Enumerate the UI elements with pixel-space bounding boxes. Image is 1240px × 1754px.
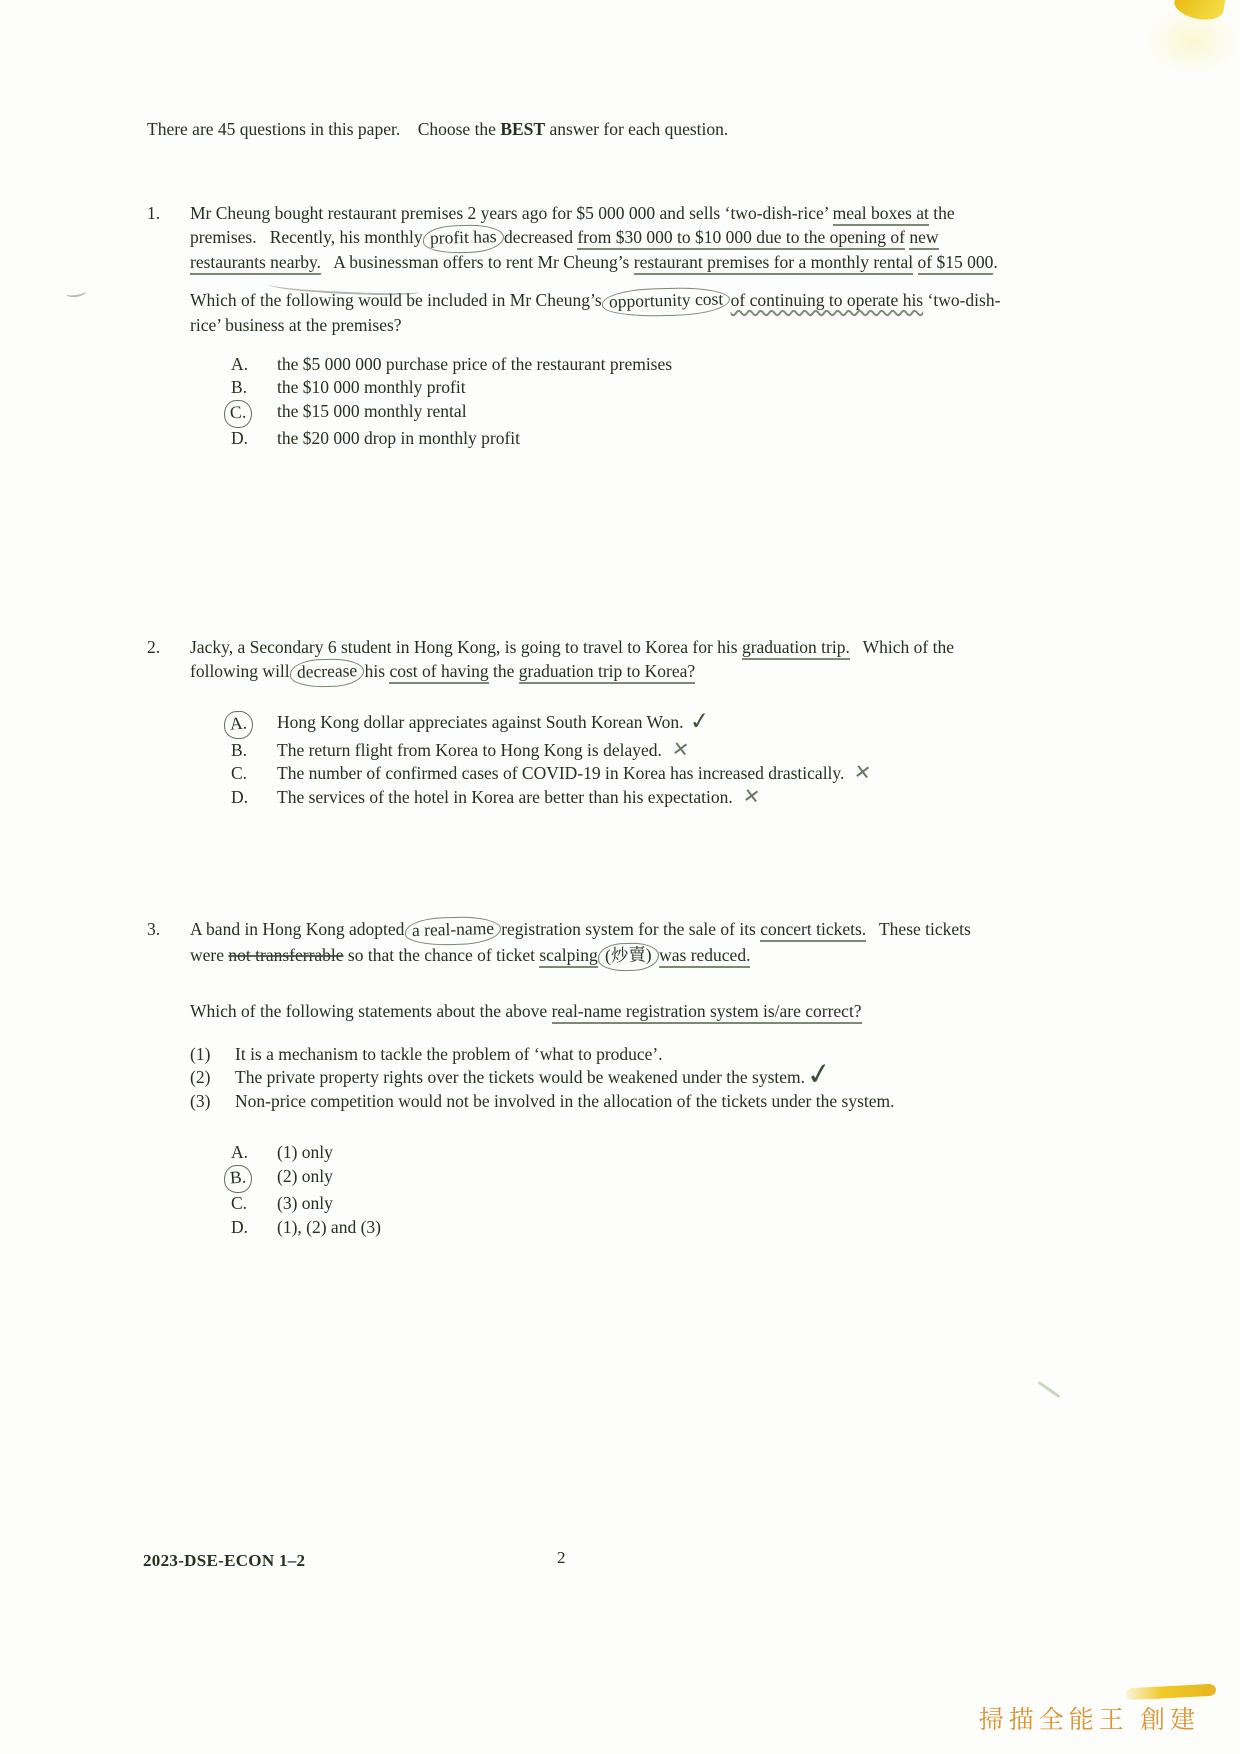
instruction-text: There are 45 questions in this paper. Choose the (147, 119, 501, 139)
stem-segment: registration system for the sale of its (496, 919, 761, 939)
option-text: Hong Kong dollar appreciates against South Korean Won. (277, 712, 684, 732)
option-letter: B. (231, 739, 248, 760)
pencil-underline: of $15 000 (918, 252, 994, 275)
answer-circle: C. (223, 399, 253, 428)
option-letter: A. (231, 353, 249, 374)
prompt-segment: ‘two-dish-rice’ business at the premises? (190, 289, 1001, 335)
option-text: (3) only (277, 1193, 333, 1213)
check-mark-icon: ✓ (687, 706, 711, 736)
option-row-b (190, 1165, 1002, 1193)
prompt-segment: Which of the following statements about the above (190, 1001, 552, 1021)
pencil-underline: was reduced. (659, 945, 750, 968)
stem-segment: These tickets were (190, 919, 971, 965)
option-text: The return flight from Korea to Hong Kong is delayed. (277, 739, 662, 760)
pencil-circle: decrease (290, 658, 365, 687)
option-letter: D. (231, 786, 249, 807)
pencil-wavy-underline: of continuing to operate his (730, 289, 924, 310)
instruction-bold-text: BEST (500, 119, 546, 139)
statements-list (190, 1043, 1002, 1114)
option-text: the $15 000 monthly rental (277, 400, 467, 421)
option-text: (2) only (277, 1165, 333, 1186)
question-number: 1. (147, 203, 161, 223)
option-letter (231, 1165, 277, 1193)
statement-row-3 (190, 1090, 1002, 1114)
option-letter: D. (231, 1216, 249, 1237)
statement-text: The private property rights over the tickets would be weakened under the system. (235, 1067, 806, 1087)
question-prompt (190, 289, 1002, 338)
option-row-d (190, 427, 1002, 451)
statement-label: (2) (190, 1067, 211, 1087)
option-row-d (190, 782, 1002, 810)
prompt-segment: Which of the following would be included in Mr Cheung’s (190, 289, 607, 310)
stem-segment: decreased (499, 226, 578, 247)
pencil-circle: profit has (423, 223, 504, 253)
pencil-strikethrough: not transferrable (228, 944, 344, 965)
option-text: the $20 000 drop in monthly profit (277, 428, 521, 448)
statement-label: (1) (190, 1043, 211, 1064)
question-1 (147, 202, 1027, 451)
option-row-c (190, 1192, 1002, 1216)
stem-segment: Jacky, a Secondary 6 student in Hong Kong, is going to travel to Korea for his (190, 637, 742, 657)
pencil-underline: scalping (539, 945, 597, 968)
stem-segment: the (488, 660, 519, 681)
statement-row-2 (190, 1055, 1002, 1094)
stem-segment: Mr Cheung bought restaurant premises 2 years ago for $5 000 000 and sells ‘two-dish-rice’ (190, 203, 833, 223)
option-letter: D. (231, 428, 249, 448)
statement-row-1 (190, 1043, 1002, 1067)
yellow-highlight (1126, 1684, 1217, 1701)
pencil-underline: graduation trip to Korea? (519, 661, 695, 684)
pencil-underline: new restaurants nearby. (190, 227, 939, 276)
answer-circle: A. (223, 710, 254, 739)
option-text: The number of confirmed cases of COVID-19 in Korea has increased drastically. (277, 763, 845, 783)
stray-pencil-mark (65, 287, 86, 299)
stem-segment: A businessman offers to rent Mr Cheung’s (321, 252, 634, 272)
check-mark-icon: ✓ (804, 1055, 835, 1094)
cross-mark-icon: ✕ (853, 758, 874, 786)
pencil-underline: from $30 000 to $10 000 due to the opening of (577, 227, 905, 250)
option-letter: B. (231, 377, 248, 397)
statement-label: (3) (190, 1090, 211, 1111)
option-row-c (190, 758, 1002, 786)
pencil-underline: concert tickets. (760, 919, 866, 942)
paper-instruction (147, 118, 847, 141)
stem-segment: A band in Hong Kong adopted (190, 919, 409, 939)
statement-text: Non-price competition would not be involved in the allocation of the tickets under the system. (235, 1090, 895, 1111)
instruction-text: answer for each question. (545, 119, 729, 139)
pencil-underline: restaurant premises for a monthly rental (634, 252, 913, 275)
question-prompt (190, 1000, 1002, 1024)
answer-circle: B. (223, 1164, 253, 1193)
stray-green-mark (1037, 1381, 1060, 1398)
stem-segment: his (360, 660, 390, 681)
option-row-c (190, 400, 1002, 428)
pencil-circle: a real-name (404, 916, 501, 946)
page-number: 2 (557, 1548, 566, 1567)
stem-segment (913, 252, 917, 272)
option-row-a (190, 1141, 1002, 1165)
question-stem (190, 202, 1002, 275)
statement-text: It is a mechanism to tackle the problem of ‘what to produce’. (235, 1043, 663, 1064)
option-row-d (190, 1216, 1002, 1240)
option-text: The services of the hotel in Korea are better than his expectation. (277, 786, 733, 807)
question-number: 3. (147, 919, 161, 939)
stem-segment: . (993, 252, 998, 272)
paper-code: 2023-DSE-ECON 1–2 (143, 1551, 306, 1570)
pencil-underline: cost of having (389, 661, 488, 684)
question-stem (190, 636, 1002, 685)
option-row-b (190, 376, 1002, 400)
option-letter (231, 711, 277, 739)
option-row-a (190, 706, 1002, 739)
scanner-watermark: 掃描全能王 創建 (978, 1707, 1200, 1734)
options-list (190, 353, 1002, 451)
option-text: the $10 000 monthly profit (277, 377, 466, 397)
option-row-b (190, 735, 1002, 763)
pencil-circle: (炒賣) (598, 942, 659, 971)
stem-segment: so that the chance of ticket (343, 944, 540, 965)
option-row-a (190, 353, 1002, 377)
option-text: (1), (2) and (3) (277, 1216, 381, 1237)
option-letter: C. (231, 763, 248, 783)
options-list (190, 706, 1002, 809)
pencil-circle: opportunity cost (602, 286, 731, 317)
question-3 (147, 918, 1027, 1239)
question-stem (190, 918, 1002, 969)
pencil-underline: graduation trip. (742, 637, 850, 660)
pencil-underline: meal boxes at (833, 203, 929, 226)
cross-mark-icon: ✕ (741, 782, 762, 809)
cross-mark-icon: ✕ (670, 735, 691, 762)
option-text: (1) only (277, 1142, 333, 1162)
option-text: the $5 000 000 purchase price of the restaurant premises (277, 353, 673, 374)
stem-segment: the premises. Recently, his monthly (190, 203, 955, 247)
question-2 (147, 636, 1027, 809)
option-letter (231, 400, 277, 428)
question-number: 2. (147, 637, 161, 657)
stem-segment: Which of the following will (190, 637, 955, 681)
options-list (190, 1141, 1002, 1239)
option-letter: C. (231, 1193, 248, 1213)
option-letter: A. (231, 1142, 249, 1162)
pencil-underline: real-name registration system is/are correct? (552, 1001, 862, 1024)
